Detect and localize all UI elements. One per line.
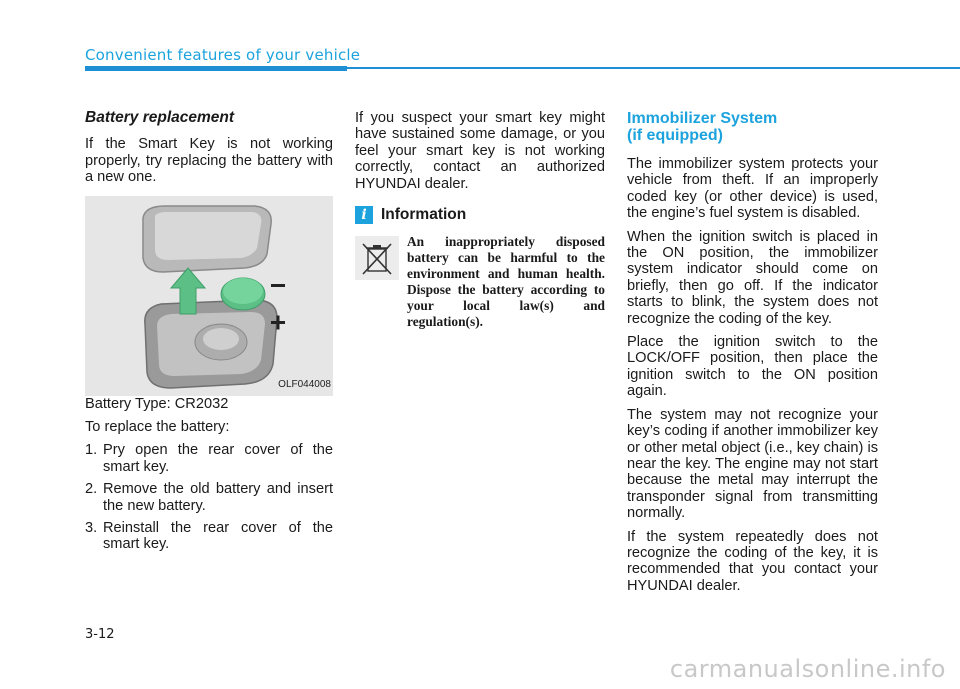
- immobilizer-paragraph: When the ignition switch is placed in the ON position, the immobilizer system indicator should come on briefly, then go off. If the indicator starts to blink, the system does not recognize the coding of the key.: [627, 228, 878, 327]
- page-number: 3-12: [85, 627, 115, 642]
- information-body: [355, 234, 605, 330]
- information-text: An inappropriately disposed battery can be harmful to the environment and human health. Dispose the battery according to your local law(s) and regulation(s).: [407, 234, 605, 330]
- immobilizer-column: [627, 110, 878, 601]
- information-title: Information: [381, 205, 467, 223]
- crossed-bin-icon: [355, 236, 399, 280]
- list-item: 2. Remove the old battery and insert the new battery.: [85, 481, 333, 514]
- figure-code: OLF044008: [278, 379, 331, 391]
- replace-intro-text: To replace the battery:: [85, 419, 230, 436]
- damage-paragraph: If you suspect your smart key might have sustained some damage, or you feel your smart key is not working correctly, contact an authorized HYUNDAI dealer.: [355, 110, 605, 192]
- battery-type-text: Battery Type: CR2032: [85, 395, 229, 412]
- immobilizer-paragraph: If the system repeatedly does not recognize the coding of the key, it is recommended that you contact your HYUNDAI dealer.: [627, 528, 878, 594]
- list-item: 1. Pry open the rear cover of the smart key.: [85, 442, 333, 475]
- replace-steps-list: [85, 442, 333, 552]
- battery-replacement-heading: Battery replacement: [85, 109, 235, 126]
- header-rule-accent: [85, 66, 347, 71]
- immobilizer-heading: Immobilizer System (if equipped): [627, 110, 778, 144]
- list-item: 3. Reinstall the rear cover of the smart key.: [85, 520, 333, 553]
- smart-key-battery-figure: [85, 196, 333, 396]
- battery-replacement-column: [85, 110, 333, 559]
- minus-sign-icon: [271, 284, 285, 287]
- watermark: carmanualsonline.info: [669, 655, 946, 683]
- battery-intro-text: If the Smart Key is not working properly, try replacing the battery with a new one.: [85, 136, 333, 186]
- smart-key-illustration: [85, 196, 333, 396]
- damage-info-column: [355, 110, 605, 330]
- information-header: [355, 206, 605, 224]
- immobilizer-paragraph: The system may not recognize your key’s coding if another immobilizer key or other metal object (i.e., key chain) is near the key. The engine may not start because the metal may interrupt the transponder signal from transmitting normally.: [627, 406, 878, 522]
- immobilizer-paragraph: The immobilizer system protects your vehicle from theft. If an improperly coded key (or other device) is used, the engine’s fuel system is disabled.: [627, 156, 878, 222]
- header-title: Convenient features of your vehicle: [85, 46, 361, 64]
- information-icon: i: [355, 206, 373, 224]
- immobilizer-paragraph: Place the ignition switch to the LOCK/OFF position, then place the ignition switch to the ON position again.: [627, 334, 878, 400]
